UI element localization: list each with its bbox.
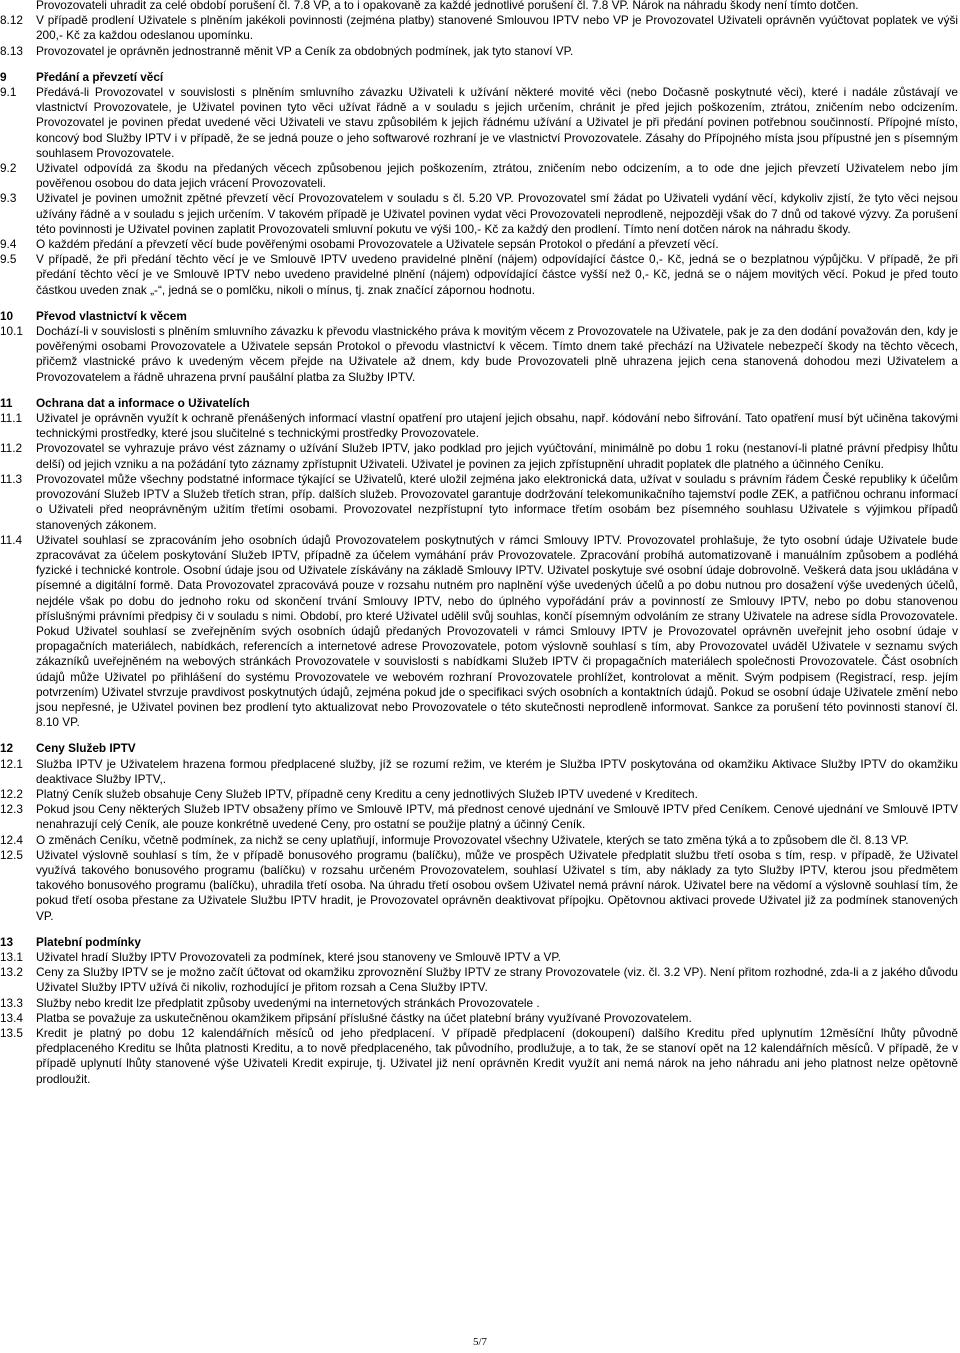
clause-text: Uživatel je oprávněn využít k ochraně přenášených informací vlastní opatření pro utajení jejich obsahu, např. kódování nebo šifrování. Tato opatření musí být učiněna takovými technickými prostředky, které jsou slučitelné s technickými prostředky Provozovatele.	[36, 411, 958, 441]
page-number: 5/7	[472, 1336, 488, 1348]
clause-number: 10.1	[0, 324, 23, 339]
section-number: 11	[0, 395, 13, 410]
clause-number: 13.2	[0, 965, 23, 980]
section-number: 12	[0, 741, 14, 756]
section-title: Předání a převzetí věcí	[36, 69, 164, 84]
clause-text: V případě prodlení Uživatele s plněním jakékoli povinnosti (zejména platby) stanovené Smlouvou IPTV nebo VP je Provozovatel Uživateli oprávněn vyúčtovat poplatek ve výši 200,- Kč za každou odeslanou upomínku.	[36, 13, 958, 43]
clause-number: 13.4	[0, 1010, 23, 1025]
clause-text: Kredit je platný po dobu 12 kalendářních měsíců od jeho předplacení. V případě předplacení (dokoupení) dalšího Kreditu před uplynutím 12měsíční lhůty původně předplaceného Kreditu se lhůta platnosti Kreditu, a to nově předplaceného, tak původního, prodlužuje, a to tak, že se stanoví opět na 12 kalendářních měsíců. V případě, že v případě uplynutí lhůty stanovené výše Uživateli Kredit expiruje, tj. Uživatel již není oprávněn Kredit využít ani nemá nárok na jeho náhradu ani jeho platnost nelze opětovně prodloužit.	[36, 1026, 958, 1086]
clause-12-5	[0, 848, 960, 924]
clause-number: 12.4	[0, 832, 23, 847]
clause-number: 13.1	[0, 949, 23, 964]
clause-number: 11.2	[0, 441, 23, 456]
clause-text: Služby nebo kredit lze předplatit způsoby uvedenými na internetových stránkách Provozovatele .	[36, 995, 540, 1010]
clause-number: 11.1	[0, 411, 23, 426]
clause-number: 9.5	[0, 252, 17, 267]
clause-text: Dochází-li v souvislosti s plněním smluvního závazku k převodu vlastnického práva k movitým věcem z Provozovatele na Uživatele, pak je za den dodání považován den, kdy je pověřenými osobami Provozovatele a Uživatele sepsán Protokol o převodu vlastnictví k věcem. Tímto dnem také přechází na Uživatele nebezpečí škody na těchto věcech, přičemž vlastnické právo k uvedeným věcem přejde na Uživatele až dnem, kdy bude Provozovateli plně uhrazena jejich cena stanovená dohodou mezi Uživatelem a Provozovatelem a řádně uhrazena první paušální platba za Služby IPTV.	[36, 324, 958, 384]
clause-text: Platný Ceník služeb obsahuje Ceny Služeb IPTV, případně ceny Kreditu a ceny jednotlivých Služeb IPTV uvedené v Kreditech.	[36, 786, 698, 801]
clause-12-4	[0, 833, 960, 848]
clause-text: Uživatel hradí Služby IPTV Provozovateli za podmínek, které jsou stanoveny ve Smlouvě IPTV a VP.	[36, 949, 561, 964]
clause-text: V případě, že při předání těchto věcí je ve Smlouvě IPTV uvedeno pravidelné plnění (nájem) odpovídající částce 0,- Kč, jedná se o bezplatnou výpůjčku. V případě, že při předání těchto věcí je ve Smlouvě IPTV nebo uvedeno pravidelné plnění (nájem) odpovídající částce vyšší než 0,- Kč, jedná se o nájem movitých věcí. Pokud je před touto částkou uveden znak „-“, jedná se o pomlčku, nikoli o mínus, tj. znak značící zápornou hodnotu.	[36, 252, 958, 297]
clause-text: Předává-li Provozovatel v souvislosti s plněním smluvního závazku Uživateli k užívání některé movité věci (nebo Dočasně poskytnuté věci), které i nadále zůstávají ve vlastnictví Provozovatele, je Uživatel povinen tyto věci užívat řádně a v souladu s jejich určením, chránit je před jejich poškozením, ztrátou, zničením nebo odcizením. Provozovatel je povinen předat uvedené věci Uživateli ve stavu způsobilém k jejich řádnému užívání a Uživatel je při předání povinen potřebnou součinností. Přípojné místo, koncový bod Služby IPTV i v případě, že se jedná pouze o jeho softwarové rozhraní je ve vlastnictví Provozovatele. Zásahy do Přípojného místa jsou přípustné jen s písemným souhlasem Provozovatele.	[36, 85, 958, 160]
clause-9-1	[0, 85, 960, 161]
section-number: 13	[0, 934, 14, 949]
section-title: Platební podmínky	[36, 934, 141, 949]
clause-text: O každém předání a převzetí věcí bude pověřenými osobami Provozovatele a Uživatele sepsán Protokol o předání a převzetí věcí.	[36, 237, 719, 252]
clause-number: 13.5	[0, 1026, 23, 1040]
section-title: Ceny Služeb IPTV	[36, 741, 136, 756]
clause-number: 11.3	[0, 471, 23, 486]
clause-12-2	[0, 787, 960, 802]
clause-8-12	[0, 13, 960, 43]
clause-text: Provozovatel může všechny podstatné informace týkající se Uživatelů, které uložil zejména jako elektronická data, užívat v souladu s právním řádem České republiky k účelům provozování Služeb IPTV a Služeb třetích stran, příp. dalších služeb. Provozovatel garantuje dodržování telekomunikačního tajemství podle ZEK, a patřičnou ochranu informací o Uživateli před neoprávněným užitím třetími osobami. Provozovatel nezpřístupní tyto informace třetím osobám bez písemného souhlasu Uživatele s výjimkou případů stanovených zákonem.	[36, 471, 958, 532]
clause-text: Uživatel odpovídá za škodu na předaných věcech způsobenou jejich poškozením, ztrátou, zničením nebo odcizením, a to ode dne jejich převzetí Uživatelem nebo jím pověřenou osobou do data jejich vrácení Provozovateli.	[36, 161, 958, 191]
clause-12-1	[0, 757, 960, 787]
section-heading-13	[0, 935, 960, 950]
clause-number: 12.3	[0, 802, 23, 817]
clause-text: Uživatel souhlasí se zpracováním jeho osobních údajů Provozovatelem poskytnutých v rámci Smlouvy IPTV. Provozovatel prohlašuje, že tyto osobní údaje Uživatele bude zpracovávat za účelem poskytování Služeb IPTV, případně za účelem vymáhání práv Provozovatele. Zpracování probíhá automatizovaně i manuálním způsobem a podléhá fyzické i technické kontrole. Osobní údaje jsou od Uživatele získávány na základě Smlouvy IPTV. Uživatel poskytuje své osobní údaje dobrovolně. Veškerá data jsou ukládána v písemné a digitální formě. Data Provozovatel zpracovává pouze v rozsahu nutném pro naplnění výše uvedených účelů a po dobu nutnou pro dosažení výše uvedených účelů, nejdéle však po dobu do jednoho roku od skončení trvání Smlouvy IPTV, nebo do úplného vypořádání práv a povinností ze Smlouvy IPTV, nebo po dobu stanovenou příslušnými právními předpisy či v souladu s nimi. Období, pro které Uživatel udělil svůj souhlas, končí písemným odvoláním ze strany Uživatele na adrese sídla Provozovatele. Pokud Uživatel souhlasí se zveřejněním svých osobních údajů předaných Provozovateli v rámci Smlouvy IPTV je Provozovatel oprávněn uveřejnit jeho osobní údaje v propagačních materiálech, nabídkách, referencích a internetové adrese Provozovatele, potom výslovně souhlasí s tím, aby Provozovatel uváděl Uživatele v seznamu svých zákazníků uveřejněném na webových stránkách Provozovatele v souvislosti s nabídkami Služeb IPTV či propagačních materiálech společnosti Provozovatele. Část osobních údajů může Uživatel po přihlášení do systému Provozovatele ve webovém rozhraní Provozovatele prohlížet, kontrolovat a měnit. Svým podpisem (Registrací, resp. jejím potvrzením) Uživatel stvrzuje pravdivost poskytnutých údajů, zejména pokud jde o specifikaci svých osobních a kontaktních údajů. Pokud se osobní údaje Uživatele změní nebo jsou nepřesné, je Uživatel povinen bez prodlení tyto aktualizovat nebo Provozovatele o této skutečnosti neprodleně informovat. Sankce za porušení této povinnosti stanoví čl. 8.10 VP.	[36, 532, 958, 730]
clause-13-2	[0, 965, 960, 995]
sections-container	[0, 13, 960, 1087]
clause-text: Pokud jsou Ceny některých Služeb IPTV obsaženy přímo ve Smlouvě IPTV, má přednost cenové ujednání ve Smlouvě IPTV před Ceníkem. Cenové ujednání ve Smlouvě IPTV nenahrazují celý Ceník, ale pouze konkrétně uvedené Ceny, pro ostatní se použije platný a účinný Ceník.	[36, 802, 958, 832]
clause-number: 12.2	[0, 786, 23, 801]
section-heading-12	[0, 741, 960, 756]
clause-text: Platba se považuje za uskutečněnou okamžikem připsání příslušné částky na účet platební brány využívané Provozovatelem.	[36, 1010, 692, 1025]
section-heading-9	[0, 70, 960, 85]
clause-text: Služba IPTV je Uživatelem hrazena formou předplacené služby, jíž se rozumí režim, ve kterém je Služba IPTV poskytována od okamžiku Aktivace Služby IPTV do okamžiku deaktivace Služby IPTV,.	[36, 756, 958, 786]
clause-13-5	[0, 1026, 960, 1087]
clause-13-4	[0, 1011, 960, 1026]
clause-11-2	[0, 441, 960, 471]
clause-13-1	[0, 950, 960, 965]
clause-11-1	[0, 411, 960, 441]
clause-number: 8.12	[0, 13, 23, 28]
clause-11-4	[0, 533, 960, 731]
clause-text: Uživatel je povinen umožnit zpětné převzetí věcí Provozovatelem v souladu s čl. 5.20 VP. Provozovatel smí žádat po Uživateli vydání věcí, kdykoliv zjistí, že tyto věci nejsou užívány řádně a v souladu s jejich určením. V takovém případě je Uživatel povinen vydat věci Provozovateli neprodleně, nejpozději však do 7 dnů od takové výzvy. Za porušení této povinnosti je Uživatel povinen zaplatit Provozovateli smluvní pokutu ve výši 100,- Kč za každý den prodlení. Tímto není dotčen nárok na náhradu škody.	[36, 191, 958, 236]
clause-number: 8.13	[0, 43, 23, 58]
section-title: Převod vlastnictví k věcem	[36, 308, 187, 323]
section-heading-11	[0, 396, 960, 411]
clause-10-1	[0, 324, 960, 385]
clause-number: 13.3	[0, 995, 23, 1010]
clause-9-4	[0, 237, 960, 252]
clause-9-2	[0, 161, 960, 191]
clause-8-13	[0, 44, 960, 59]
clause-13-3	[0, 996, 960, 1011]
clause-text: Provozovatel se vyhrazuje právo vést záznamy o užívání Služeb IPTV, jako podklad pro jejich vyúčtování, minimálně po dobu 1 roku (nestanoví-li platné právní předpisy lhůtu delší) od jejich vzniku a na požádání tyto záznamy zpřístupnit Uživateli. Uživatel je povinen za jejich zpřístupnění uhradit poplatek dle platného a účinného Ceníku.	[36, 441, 958, 471]
clause-9-3	[0, 191, 960, 237]
clause-text: Uživatel výslovně souhlasí s tím, že v případě bonusového programu (balíčku), může ve prospěch Uživatele předplatit službu třetí osoba s tím, resp. v případě, že Uživatel využívá takového bonusového programu (balíčku) v rozsahu určeném Provozovatelem, souhlasí Uživatel s tím, aby náklady za tyto Služby IPTV, kterou jsou předmětem takového bonusového programu (balíčku), uhradila třetí osoba. Na úhradu třetí osobou ovšem Uživatel nemá právní nárok. Uživatel bere na vědomí a výslovně souhlasí tím, že pokud třetí osoba přestane za Uživatele Službu IPTV hradit, je Provozovatel oprávněn deaktivovat přípojku. Opětovnou aktivaci provede Uživatel již za podmínek stanovených VP.	[36, 847, 958, 923]
clause-number: 9.4	[0, 237, 17, 252]
clause-12-3	[0, 802, 960, 832]
clause-text: Ceny za Služby IPTV se je možno začít účtovat od okamžiku zprovoznění Služby IPTV ze strany Provozovatele (viz. čl. 3.2 VP). Není přitom rozhodné, zda-li a z jakého důvodu Uživatel Služby IPTV užívá či nikoliv, rozhodující je přitom rozsah a Cena Služby IPTV.	[36, 965, 958, 995]
clause-number: 11.4	[0, 532, 23, 547]
clause-number: 9.1	[0, 85, 17, 100]
section-number: 9	[0, 69, 7, 84]
clause-11-3	[0, 472, 960, 533]
continuation-paragraph	[0, 0, 960, 13]
clause-number: 12.5	[0, 847, 23, 862]
section-title: Ochrana dat a informace o Uživatelích	[36, 395, 250, 410]
clause-number: 9.2	[0, 161, 17, 176]
continuation-text: Provozovateli uhradit za celé období porušení čl. 7.8 VP, a to i opakovaně za každé jednotlivé porušení čl. 7.8 VP. Nárok na náhradu škody není tímto dotčen.	[36, 0, 859, 12]
section-heading-10	[0, 309, 960, 324]
clause-number: 12.1	[0, 756, 23, 771]
clause-text: Provozovatel je oprávněn jednostranně měnit VP a Ceník za obdobných podmínek, jak tyto stanoví VP.	[36, 43, 574, 58]
clause-9-5	[0, 252, 960, 298]
clause-text: O změnách Ceníku, včetně podmínek, za nichž se ceny uplatňují, informuje Provozovatel všechny Uživatele, kterých se tato změna týká a to způsobem dle čl. 8.13 VP.	[36, 832, 909, 847]
clause-number: 9.3	[0, 191, 17, 206]
section-number: 10	[0, 308, 14, 323]
